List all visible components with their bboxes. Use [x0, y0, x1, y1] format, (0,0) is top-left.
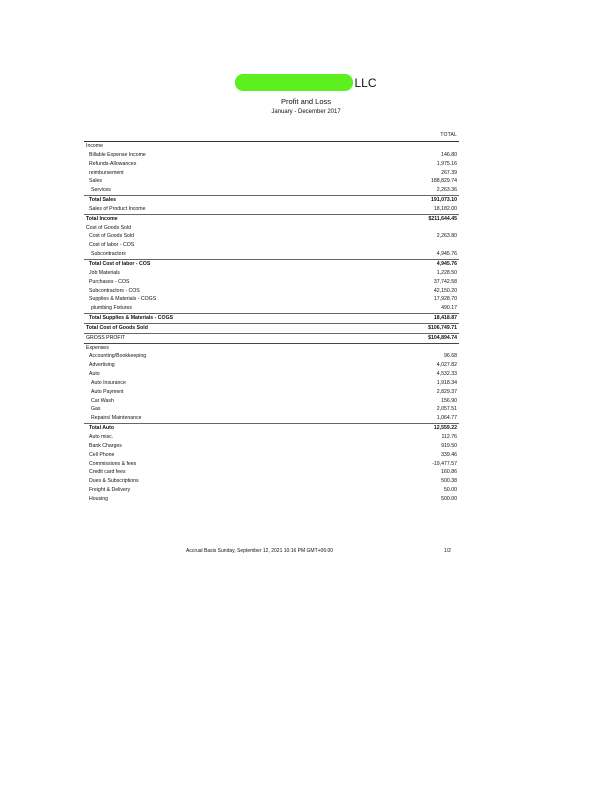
row-value: 50.00	[444, 487, 457, 494]
report-row	[84, 177, 459, 186]
row-label: Total Auto	[89, 425, 115, 432]
report-row	[84, 414, 459, 423]
report-row	[84, 224, 459, 233]
report-row	[84, 278, 459, 287]
row-label: Income	[86, 143, 104, 149]
row-value: 18,418.87	[433, 315, 457, 322]
row-value: 919.50	[441, 442, 457, 449]
report-row	[84, 142, 459, 151]
row-value: 17,928.70	[433, 296, 457, 303]
report-row	[84, 287, 459, 296]
report-rows	[84, 142, 459, 504]
row-label: Cost of Goods Sold	[89, 233, 134, 240]
row-value: 490.17	[441, 305, 457, 312]
report-header	[0, 74, 612, 115]
report-row	[84, 313, 459, 323]
row-value: 267.39	[441, 169, 457, 176]
report-row	[84, 259, 459, 269]
row-label: Dues & Subscriptions	[89, 478, 139, 485]
redacted-company-name	[235, 74, 353, 91]
row-value: 12,559.22	[433, 425, 457, 432]
row-value: 2,829.37	[436, 388, 457, 395]
row-label: Total Cost of labor - COS	[89, 260, 151, 267]
report-table	[84, 131, 459, 504]
row-label: Total Income	[86, 215, 118, 222]
row-label: Freight & Delivery	[89, 487, 131, 494]
row-value: 37,742.58	[433, 278, 457, 285]
row-label: Bank Charges	[89, 442, 122, 449]
row-value: -19,477.57	[432, 460, 457, 467]
report-row	[84, 241, 459, 250]
report-row	[84, 186, 459, 195]
footer-basis-timestamp: Accrual Basis Sunday, September 12, 2021 10:16 PM GMT+06:00	[186, 548, 334, 554]
row-label: Auto Payment	[91, 388, 124, 395]
row-label: Total Cost of Goods Sold	[86, 324, 148, 331]
row-label: Refunds-Allowances	[89, 160, 137, 167]
page-number: 1/2	[444, 548, 451, 554]
row-value: 2,263.80	[436, 233, 457, 240]
report-row	[84, 151, 459, 160]
row-label: plumbing Fixtures	[91, 305, 132, 312]
report-row	[84, 486, 459, 495]
row-value: 1,064.77	[436, 415, 457, 422]
report-row	[84, 304, 459, 313]
row-label: Accounting/Bookkeeping	[89, 353, 147, 360]
row-label: Supplies & Materials - COGS	[89, 296, 157, 303]
column-header-row	[84, 131, 459, 142]
report-row	[84, 460, 459, 469]
row-label: Expenses	[86, 344, 109, 351]
report-row	[84, 370, 459, 379]
row-value: 4,532.33	[436, 371, 457, 378]
row-value: 500.38	[441, 478, 457, 485]
company-name-line	[0, 74, 612, 92]
row-label: Total Sales	[89, 197, 117, 204]
row-label: Subcontractors	[91, 251, 126, 258]
row-label: Sales	[89, 178, 102, 185]
row-label: Housing	[89, 495, 109, 502]
row-value: 2,057.51	[436, 406, 457, 413]
row-value: 160.86	[441, 469, 457, 476]
row-label: Purchases - COS	[89, 278, 130, 285]
report-row	[84, 269, 459, 278]
report-row	[84, 388, 459, 397]
row-value: $211,644.45	[428, 215, 457, 222]
row-value: 339.46	[441, 451, 457, 458]
report-row	[84, 352, 459, 361]
row-label: Auto	[89, 371, 100, 378]
row-label: Services	[91, 187, 111, 194]
report-row	[84, 323, 459, 333]
report-row	[84, 250, 459, 259]
row-value: 191,073.10	[431, 197, 457, 204]
row-value: 96.68	[444, 353, 457, 360]
report-row	[84, 232, 459, 241]
report-period: January - December 2017	[271, 109, 341, 115]
row-label: Cost of Goods Sold	[86, 224, 131, 231]
row-value: 1,228.50	[436, 269, 457, 276]
report-row	[84, 205, 459, 214]
row-label: Total Supplies & Materials - COGS	[89, 315, 174, 322]
report-row	[84, 361, 459, 370]
row-value: 4,945.76	[436, 260, 457, 267]
row-value: 146.80	[441, 151, 457, 158]
row-label: Job Materials	[89, 269, 120, 276]
report-row	[84, 468, 459, 477]
row-label: Cell Phone	[89, 451, 115, 458]
row-label: Gas	[91, 406, 101, 413]
row-label: GROSS PROFIT	[86, 334, 126, 341]
row-value: 4,027.82	[436, 362, 457, 369]
row-label: Advertising	[89, 362, 115, 369]
row-value: 112.76	[441, 434, 457, 440]
row-label: Billable Expense Income	[89, 151, 146, 158]
report-row	[84, 379, 459, 388]
report-row	[84, 160, 459, 169]
row-value: $104,894.74	[428, 334, 457, 341]
report-row	[84, 195, 459, 205]
report-row	[84, 344, 459, 353]
report-row	[84, 397, 459, 406]
report-row	[84, 169, 459, 178]
row-value: 18,182.00	[433, 205, 457, 212]
row-value: 2,263.36	[436, 187, 457, 194]
row-label: Subcontractors - COS	[89, 287, 140, 294]
row-value: 4,945.76	[436, 251, 457, 258]
row-value: 42,150.20	[433, 287, 457, 294]
row-label: Auto Insurance	[91, 379, 126, 386]
report-row	[84, 451, 459, 460]
report-row	[84, 423, 459, 433]
report-row	[84, 405, 459, 414]
row-value: 500.00	[441, 495, 457, 502]
row-value: 188,829.74	[431, 178, 457, 185]
row-value: 1,918.34	[436, 379, 457, 386]
company-suffix: LLC	[354, 75, 377, 90]
row-label: Auto misc.	[89, 434, 114, 440]
report-row	[84, 477, 459, 486]
report-row	[84, 295, 459, 304]
row-label: Credit card fees	[89, 469, 126, 476]
report-row	[84, 442, 459, 451]
row-label: Commissions & fees	[89, 460, 137, 467]
total-column-header: TOTAL	[440, 132, 457, 138]
row-label: Repairs/ Maintenance	[91, 415, 142, 422]
row-label: Car Wash	[91, 397, 114, 404]
report-row	[84, 495, 459, 504]
row-value: 156.90	[441, 397, 457, 404]
report-row	[84, 214, 459, 224]
report-row	[84, 433, 459, 442]
row-value: $106,749.71	[428, 324, 457, 331]
row-value: 1,975.16	[436, 160, 457, 167]
row-label: reimbursement	[89, 169, 124, 176]
report-row	[84, 333, 459, 344]
report-title: Profit and Loss	[280, 97, 332, 106]
row-label: Sales of Product Income	[89, 205, 146, 212]
row-label: Cost of labor - COS	[89, 242, 135, 249]
